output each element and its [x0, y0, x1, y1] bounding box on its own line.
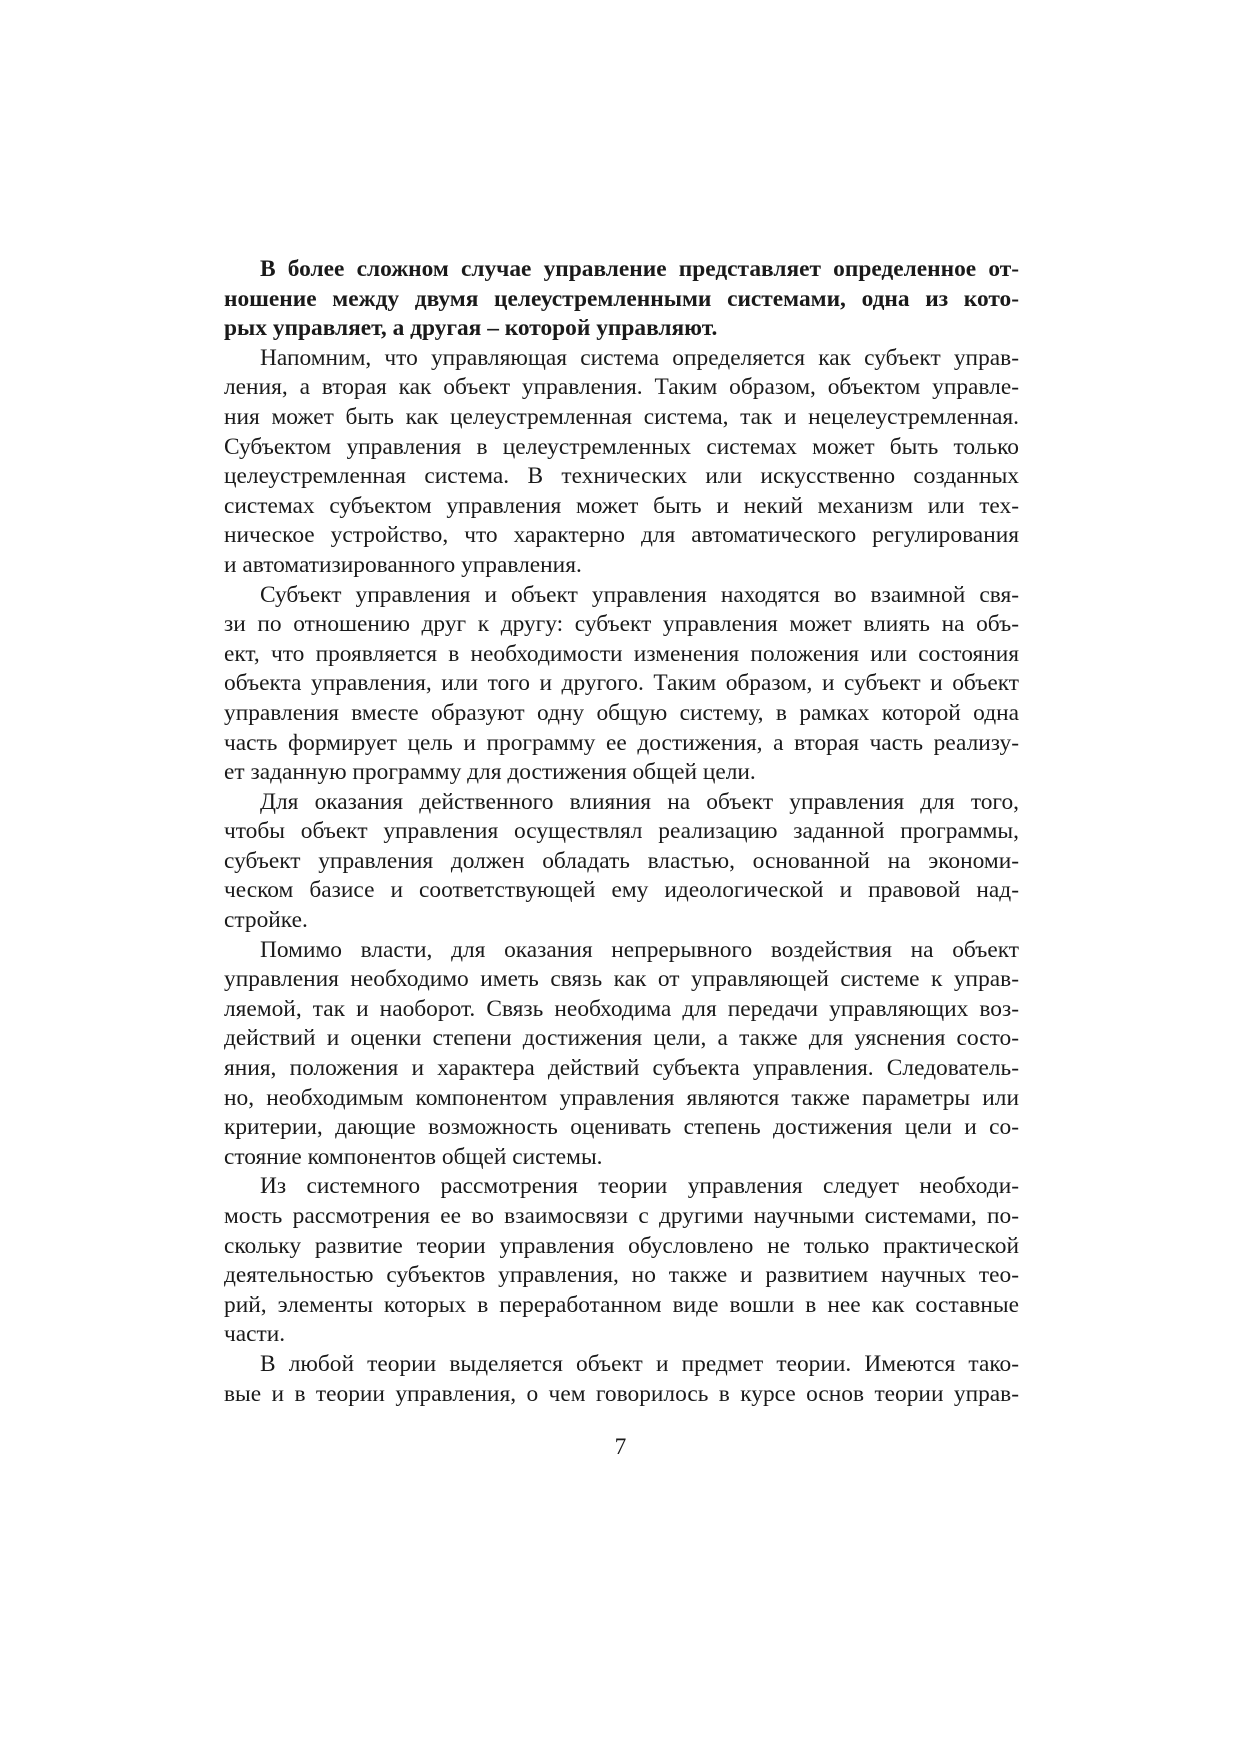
paragraph-1 — [224, 255, 1019, 344]
text-line: ношение между двумя целеустремленными системами, одна из кото- — [224, 285, 1019, 312]
text-line: вые и в теории управления, о чем говорилось в курсе основ теории управ- — [224, 1380, 1019, 1407]
page-body — [224, 255, 1019, 1409]
text-line: критерии, дающие возможность оценивать степень достижения цели и со- — [224, 1114, 1019, 1141]
text-line: зи по отношению друг к другу: субъект управления может влиять на объ- — [224, 611, 1019, 638]
text-line: рых управляет, а другая – которой управляют. — [224, 315, 718, 342]
text-line: Субъект управления и объект управления находятся во взаимной свя- — [260, 581, 1019, 608]
text-line: мость рассмотрения ее во взаимосвязи с другими научными системами, по- — [224, 1203, 1019, 1229]
text-line: стройке. — [224, 907, 308, 934]
page-number: 7 — [614, 1434, 627, 1460]
text-line: Помимо власти, для оказания непрерывного воздействия на объект — [260, 936, 1019, 963]
text-line: части. — [224, 1321, 286, 1348]
text-line: ект, что проявляется в необходимости изменения положения или состояния — [224, 640, 1019, 667]
text-line: и автоматизированного управления. — [224, 551, 582, 578]
text-line: управления вместе образуют одну общую систему, в рамках которой одна — [224, 699, 1019, 726]
text-line: яния, положения и характера действий субъекта управления. Следователь- — [224, 1055, 1019, 1082]
paragraph-2 — [224, 344, 1019, 581]
text-line: В любой теории выделяется объект и предмет теории. Имеются тако- — [260, 1350, 1019, 1377]
text-line: Напомним, что управляющая система определяется как субъект управ- — [260, 344, 1019, 371]
text-line: управления необходимо иметь связь как от управляющей системе к управ- — [224, 966, 1019, 993]
text-line: деятельностью субъектов управления, но также и развитием научных тео- — [224, 1262, 1019, 1289]
text-line: ническое устройство, что характерно для автоматического регулирования — [224, 522, 1019, 549]
text-line: ет заданную программу для достижения общей цели. — [224, 759, 756, 786]
text-line: чтобы объект управления осуществлял реализацию заданной программы, — [224, 818, 1019, 845]
text-line: часть формирует цель и программу ее достижения, а вторая часть реализу- — [224, 729, 1019, 756]
text-line: ления, а вторая как объект управления. Таким образом, объектом управле- — [224, 374, 1019, 401]
text-line: В более сложном случае управление представляет определенное от- — [260, 256, 1019, 282]
paragraph-3 — [224, 581, 1019, 788]
text-line: ческом базисе и соответствующей ему идеологической и правовой над- — [224, 877, 1019, 904]
text-line: ляемой, так и наоборот. Связь необходима для передачи управляющих воз- — [224, 995, 1019, 1022]
text-line: целеустремленная система. В технических или искусственно созданных — [224, 463, 1019, 490]
text-line: действий и оценки степени достижения цели, а также для уяснения состо- — [224, 1025, 1019, 1052]
paragraph-7 — [224, 1350, 1019, 1409]
text-line: Для оказания действенного влияния на объект управления для того, — [260, 788, 1019, 815]
text-line: системах субъектом управления может быть и некий механизм или тех- — [224, 492, 1019, 519]
paragraph-4 — [224, 788, 1019, 936]
text-line: стояние компонентов общей системы. — [224, 1143, 603, 1170]
text-line: объекта управления, или того и другого. Таким образом, и субъект и объект — [224, 670, 1019, 697]
text-line: ния может быть как целеустремленная система, так и нецелеустремленная. — [224, 403, 1019, 430]
text-line: Субъектом управления в целеустремленных системах может быть только — [224, 433, 1019, 460]
paragraph-5 — [224, 936, 1019, 1173]
text-line: рий, элементы которых в переработанном виде вошли в нее как составные — [224, 1291, 1019, 1318]
text-line: субъект управления должен обладать властью, основанной на экономи- — [224, 847, 1019, 874]
text-line: скольку развитие теории управления обусловлено не только практической — [224, 1232, 1019, 1259]
text-line: Из системного рассмотрения теории управления следует необходи- — [260, 1173, 1019, 1200]
paragraph-6 — [224, 1172, 1019, 1350]
text-line: но, необходимым компонентом управления являются также параметры или — [224, 1084, 1019, 1111]
